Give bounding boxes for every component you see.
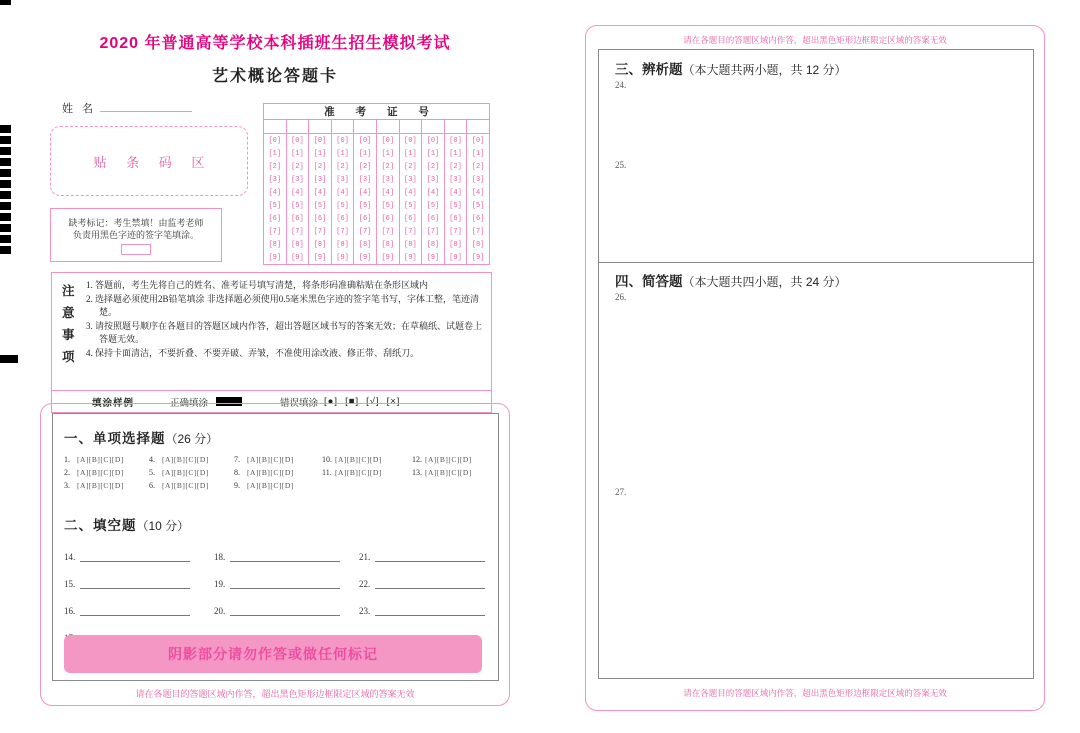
digit-bubble[interactable]: [4] [291,188,304,197]
exam-number-column [376,120,399,264]
digit-bubble[interactable]: [9] [426,253,440,262]
absent-mark-cell[interactable] [121,244,151,255]
section-divider [599,262,1033,263]
digit-bubble[interactable]: [6] [404,214,417,223]
digit-bubble[interactable]: [5] [268,201,282,210]
digit-bubble[interactable]: [6] [358,214,372,223]
timing-mark [0,125,11,133]
digit-bubble[interactable]: [2] [449,162,462,171]
exam-title: 2020 年普通高等学校本科插班生招生模拟考试 [99,35,451,52]
absent-mark-text-line1: 缺考标记：考生禁填！由监考老师 [68,218,204,228]
digit-bubble[interactable]: [8] [381,240,395,249]
digit-bubble[interactable]: [0] [471,136,485,145]
digit-bubble[interactable]: [4] [381,188,395,197]
exam-number-write-cell[interactable] [467,120,489,134]
digit-bubble[interactable]: [2] [268,162,282,171]
question-25-label[interactable]: 25. [615,160,627,170]
digit-bubble[interactable]: [9] [471,253,485,262]
fill-blank-row [64,598,214,625]
digit-bubble[interactable]: [7] [291,227,304,236]
digit-bubble[interactable]: [5] [313,201,327,210]
digit-bubble[interactable]: [3] [291,175,304,184]
question-number: 1. [64,455,70,464]
answer-blank-line[interactable] [375,560,485,562]
choice-options: [A][B][C][D] [162,481,209,490]
choice-question-row[interactable] [234,453,322,466]
exam-number-column [421,120,444,264]
single-choice-grid [64,453,498,492]
exam-number-write-cell[interactable] [377,120,399,134]
digit-bubble[interactable]: [3] [471,175,485,184]
digit-bubble[interactable]: [0] [358,136,372,145]
timing-mark [0,169,11,177]
notice-items [84,273,491,390]
question-number: 8. [234,468,240,477]
digit-bubble[interactable]: [0] [336,136,349,145]
digit-bubble[interactable]: [1] [404,149,417,158]
digit-bubble[interactable]: [7] [358,227,372,236]
digit-bubble[interactable]: [4] [404,188,417,197]
section2-score: （10 分） [136,519,190,533]
digit-bubble[interactable]: [6] [291,214,304,223]
exam-number-column [399,120,422,264]
digit-bubble[interactable]: [8] [313,240,327,249]
digit-bubble[interactable]: [1] [426,149,440,158]
choice-question-row[interactable] [412,453,472,466]
digit-bubble[interactable]: [9] [449,253,462,262]
digit-bubble[interactable]: [6] [268,214,282,223]
digit-bubble[interactable]: [9] [291,253,304,262]
exam-number-grid [263,103,490,265]
digit-bubble[interactable]: [1] [336,149,349,158]
fill-blank-row [359,544,485,571]
digit-bubble[interactable]: [8] [471,240,485,249]
digit-bubble[interactable]: [6] [471,214,485,223]
absent-mark-box [50,208,222,262]
section3-title-text: 三、辨析题 [615,62,683,77]
digit-bubble[interactable]: [3] [268,175,282,184]
digit-bubble[interactable]: [1] [381,149,395,158]
choice-question-row[interactable] [234,479,322,492]
digit-bubble[interactable]: [0] [381,136,395,145]
wrong-fill-mark: [■] [345,396,360,407]
timing-mark [0,246,11,254]
fill-blank-row [214,544,359,571]
objective-answer-box [52,413,499,681]
digit-bubble[interactable]: [2] [381,162,395,171]
notice-item: 2. 选择题必须使用2B铅笔填涂 非选择题必须使用0.5毫米黑色字迹的签字笔书写，字体工整，笔迹清楚。 [86,293,480,317]
section1-title [64,427,498,447]
question-number: 6. [149,481,155,490]
digit-bubble[interactable]: [2] [404,162,417,171]
single-choice-column [149,453,234,492]
section3-title [615,58,847,78]
choice-options: [A][B][C][D] [77,455,124,464]
exam-number-write-cell[interactable] [309,120,331,134]
timing-mark-bottom [0,355,18,363]
question-number: 19. [214,579,226,589]
question-24-label[interactable]: 24. [615,80,627,90]
digit-bubble[interactable]: [3] [358,175,372,184]
digit-bubble[interactable]: [0] [313,136,327,145]
name-field [62,100,192,116]
fill-blank-row [64,571,214,598]
digit-bubble[interactable]: [7] [313,227,327,236]
fill-blank-row [214,598,359,625]
question-number: 7. [234,455,240,464]
choice-question-row[interactable] [149,453,234,466]
objective-answer-area [40,403,510,706]
question-number: 13. [412,468,422,477]
digit-bubble[interactable]: [8] [426,240,440,249]
choice-options: [A][B][C][D] [247,468,294,477]
digit-bubble[interactable]: [2] [336,162,349,171]
front-footer-notice: 请在各题目的答题区域内作答，超出黑色矩形边框限定区域的答案无效 [135,689,415,699]
single-choice-column [64,453,149,492]
shaded-zone-text: 阴影部分请勿作答或做任何标记 [168,646,378,662]
fill-blank-row [359,598,485,625]
exam-number-column [353,120,376,264]
choice-options: [A][B][C][D] [162,468,209,477]
sheet-subtitle: 艺术概论答题卡 [211,68,338,85]
exam-number-column [308,120,331,264]
choice-question-row[interactable] [64,479,149,492]
timing-mark [0,191,11,199]
timing-mark [0,180,11,188]
section4-title [615,270,847,290]
digit-bubble[interactable]: [5] [426,201,440,210]
question-number: 15. [64,579,76,589]
timing-mark-top [0,0,11,5]
digit-bubble[interactable]: [2] [426,162,440,171]
exam-number-column [331,120,354,264]
exam-number-grid-columns [264,120,489,264]
digit-bubble[interactable]: [4] [471,188,485,197]
choice-question-row[interactable] [149,479,234,492]
section1-score: （26 分） [165,432,219,446]
answer-blank-line[interactable] [375,614,485,616]
digit-bubble[interactable]: [8] [404,240,417,249]
digit-bubble[interactable]: [4] [426,188,440,197]
digit-bubble[interactable]: [4] [313,188,327,197]
question-number: 9. [234,481,240,490]
digit-bubble[interactable]: [3] [404,175,417,184]
choice-question-row[interactable] [322,453,412,466]
exam-number-column [286,120,309,264]
section4-title-text: 四、简答题 [615,274,683,289]
question-number: 23. [359,606,371,616]
choice-options: [A][B][C][D] [335,455,382,464]
digit-bubble[interactable]: [7] [426,227,440,236]
answer-blank-line[interactable] [80,587,190,589]
choice-options: [A][B][C][D] [162,455,209,464]
digit-bubble[interactable]: [1] [268,149,282,158]
wrong-fill-mark: [×] [386,396,401,407]
digit-bubble[interactable]: [3] [426,175,440,184]
notice-vertical-label: 注意事项 [62,284,75,364]
timing-mark [0,202,11,210]
back-bottom-notice: 请在各题目的答题区域内作答，超出黑色矩形边框限定区域的答案无效 [683,688,947,698]
digit-bubble[interactable]: [5] [358,201,372,210]
timing-mark [0,224,11,232]
timing-mark [0,147,11,155]
digit-bubble[interactable]: [7] [268,227,282,236]
digit-bubble[interactable]: [2] [358,162,372,171]
shaded-no-answer-zone [64,635,482,673]
single-choice-column [322,453,412,492]
digit-bubble[interactable]: [8] [268,240,282,249]
digit-bubble[interactable]: [7] [404,227,417,236]
digit-bubble[interactable]: [6] [313,214,327,223]
answer-blank-line[interactable] [375,587,485,589]
digit-bubble[interactable]: [1] [449,149,462,158]
choice-question-row[interactable] [322,466,412,479]
choice-options: [A][B][C][D] [425,455,472,464]
digit-bubble[interactable]: [1] [313,149,327,158]
question-number: 14. [64,552,76,562]
digit-bubble[interactable]: [3] [449,175,462,184]
section2-title-text: 二、填空题 [64,518,137,533]
digit-bubble[interactable]: [8] [358,240,372,249]
notice-item: 1. 答题前，考生先将自己的姓名、准考证号填写清楚，将条形码准确粘贴在条形区域内 [86,280,429,290]
name-input-line[interactable] [100,101,192,112]
digit-bubble[interactable]: [5] [291,201,304,210]
digit-bubble[interactable]: [1] [358,149,372,158]
digit-bubble[interactable]: [7] [381,227,395,236]
digit-bubble[interactable]: [5] [449,201,462,210]
digit-bubble[interactable]: [2] [313,162,327,171]
digit-bubble[interactable]: [0] [291,136,304,145]
wrong-fill-mark: [√] [366,396,380,407]
digit-bubble[interactable]: [7] [336,227,349,236]
exam-number-column [466,120,489,264]
digit-bubble[interactable]: [3] [381,175,395,184]
question-number: 2. [64,468,70,477]
exam-number-write-cell[interactable] [354,120,376,134]
subjective-answer-box [598,49,1034,679]
question-number: 18. [214,552,226,562]
exam-number-column [444,120,467,264]
digit-bubble[interactable]: [0] [449,136,462,145]
section4-score: （本大题共四小题，共 24 分） [682,275,847,289]
question-number: 10. [322,455,332,464]
digit-bubble[interactable]: [9] [336,253,349,262]
timing-mark [0,235,11,243]
correct-fill-label: 正确填涂 [170,397,209,409]
fill-blank-row [64,544,214,571]
fill-blank-row [214,571,359,598]
digit-bubble[interactable]: [7] [471,227,485,236]
back-top-notice: 请在各题目的答题区域内作答，超出黑色矩形边框限定区域的答案无效 [683,35,947,45]
digit-bubble[interactable]: [4] [358,188,372,197]
digit-bubble[interactable]: [6] [426,214,440,223]
digit-bubble[interactable]: [8] [336,240,349,249]
digit-bubble[interactable]: [0] [268,136,282,145]
timing-mark [0,136,11,144]
question-number: 16. [64,606,76,616]
single-choice-column [412,453,472,492]
question-number: 21. [359,552,371,562]
answer-blank-line[interactable] [80,560,190,562]
choice-options: [A][B][C][D] [247,455,294,464]
digit-bubble[interactable]: [6] [381,214,395,223]
notice-item: 4. 保持卡面清洁，不要折叠、不要弄破、弄皱，不准使用涂改液、修正带、刮纸刀。 [86,347,420,358]
digit-bubble[interactable]: [3] [336,175,349,184]
section1-title-text: 一、单项选择题 [64,431,166,446]
question-number: 3. [64,481,70,490]
digit-bubble[interactable]: [1] [471,149,485,158]
answer-sheet-front-page [40,25,510,715]
single-choice-column [234,453,322,492]
digit-bubble[interactable]: [5] [381,201,395,210]
exam-number-write-cell[interactable] [422,120,444,134]
notice-item: 3. 请按照题号顺序在各题目的答题区域内作答，超出答题区域书写的答案无效；在草稿纸、试题卷上答题无效。 [86,320,483,344]
digit-bubble[interactable]: [4] [336,188,349,197]
exam-number-grid-header: 准 考 证 号 [264,104,489,120]
digit-bubble[interactable]: [7] [449,227,462,236]
question-number: 5. [149,468,155,477]
answer-blank-line[interactable] [230,614,340,616]
exam-number-column [264,120,286,264]
question-26-label[interactable]: 26. [615,292,627,302]
digit-bubble[interactable]: [9] [381,253,395,262]
choice-question-row[interactable] [64,466,149,479]
choice-question-row[interactable] [412,466,472,479]
digit-bubble[interactable]: [5] [404,201,417,210]
question-number: 22. [359,579,371,589]
barcode-area-label: 贴 条 码 区 [93,154,213,170]
exam-number-write-cell[interactable] [332,120,354,134]
name-label: 姓 名 [62,103,97,115]
digit-bubble[interactable]: [1] [291,149,304,158]
question-number: 4. [149,455,155,464]
digit-bubble[interactable]: [3] [313,175,327,184]
fill-blank-row [359,571,485,598]
choice-question-row[interactable] [149,466,234,479]
timing-mark-strip [0,125,11,257]
answer-blank-line[interactable] [80,614,190,616]
choice-options: [A][B][C][D] [77,468,124,477]
section3-score: （本大题共两小题，共 12 分） [682,63,847,77]
choice-options: [A][B][C][D] [425,468,472,477]
digit-bubble[interactable]: [2] [291,162,304,171]
digit-bubble[interactable]: [0] [426,136,440,145]
digit-bubble[interactable]: [5] [336,201,349,210]
digit-bubble[interactable]: [6] [449,214,462,223]
exam-number-write-cell[interactable] [264,120,286,134]
digit-bubble[interactable]: [4] [449,188,462,197]
fill-sample-label: 填涂样例 [92,397,135,409]
digit-bubble[interactable]: [8] [449,240,462,249]
answer-blank-line[interactable] [230,560,340,562]
digit-bubble[interactable]: [2] [471,162,485,171]
notice-box [51,272,492,413]
digit-bubble[interactable]: [6] [336,214,349,223]
section2-title [64,514,498,534]
answer-blank-line[interactable] [230,587,340,589]
exam-number-write-cell[interactable] [400,120,422,134]
choice-question-row[interactable] [234,466,322,479]
timing-mark [0,158,11,166]
digit-bubble[interactable]: [9] [313,253,327,262]
digit-bubble[interactable]: [0] [404,136,417,145]
answer-sheet-back-page [585,25,1045,711]
digit-bubble[interactable]: [4] [268,188,282,197]
exam-number-write-cell[interactable] [287,120,309,134]
digit-bubble[interactable]: [9] [404,253,417,262]
timing-mark [0,213,11,221]
choice-options: [A][B][C][D] [335,468,382,477]
question-number: 20. [214,606,226,616]
notice-main [52,273,491,390]
choice-options: [A][B][C][D] [77,481,124,490]
wrong-fill-label: 错误填涂 [280,397,319,409]
digit-bubble[interactable]: [8] [291,240,304,249]
wrong-fill-mark: [●] [324,396,339,407]
question-27-label[interactable]: 27. [615,487,627,497]
question-number: 11. [322,468,332,477]
exam-number-write-cell[interactable] [445,120,467,134]
digit-bubble[interactable]: [5] [471,201,485,210]
digit-bubble[interactable]: [9] [358,253,372,262]
digit-bubble[interactable]: [9] [268,253,282,262]
choice-options: [A][B][C][D] [247,481,294,490]
absent-mark-text-line2: 负责用黑色字迹的签字笔填涂。 [72,230,199,241]
barcode-paste-area[interactable] [50,126,248,196]
question-number: 12. [412,455,422,464]
choice-question-row[interactable] [64,453,149,466]
